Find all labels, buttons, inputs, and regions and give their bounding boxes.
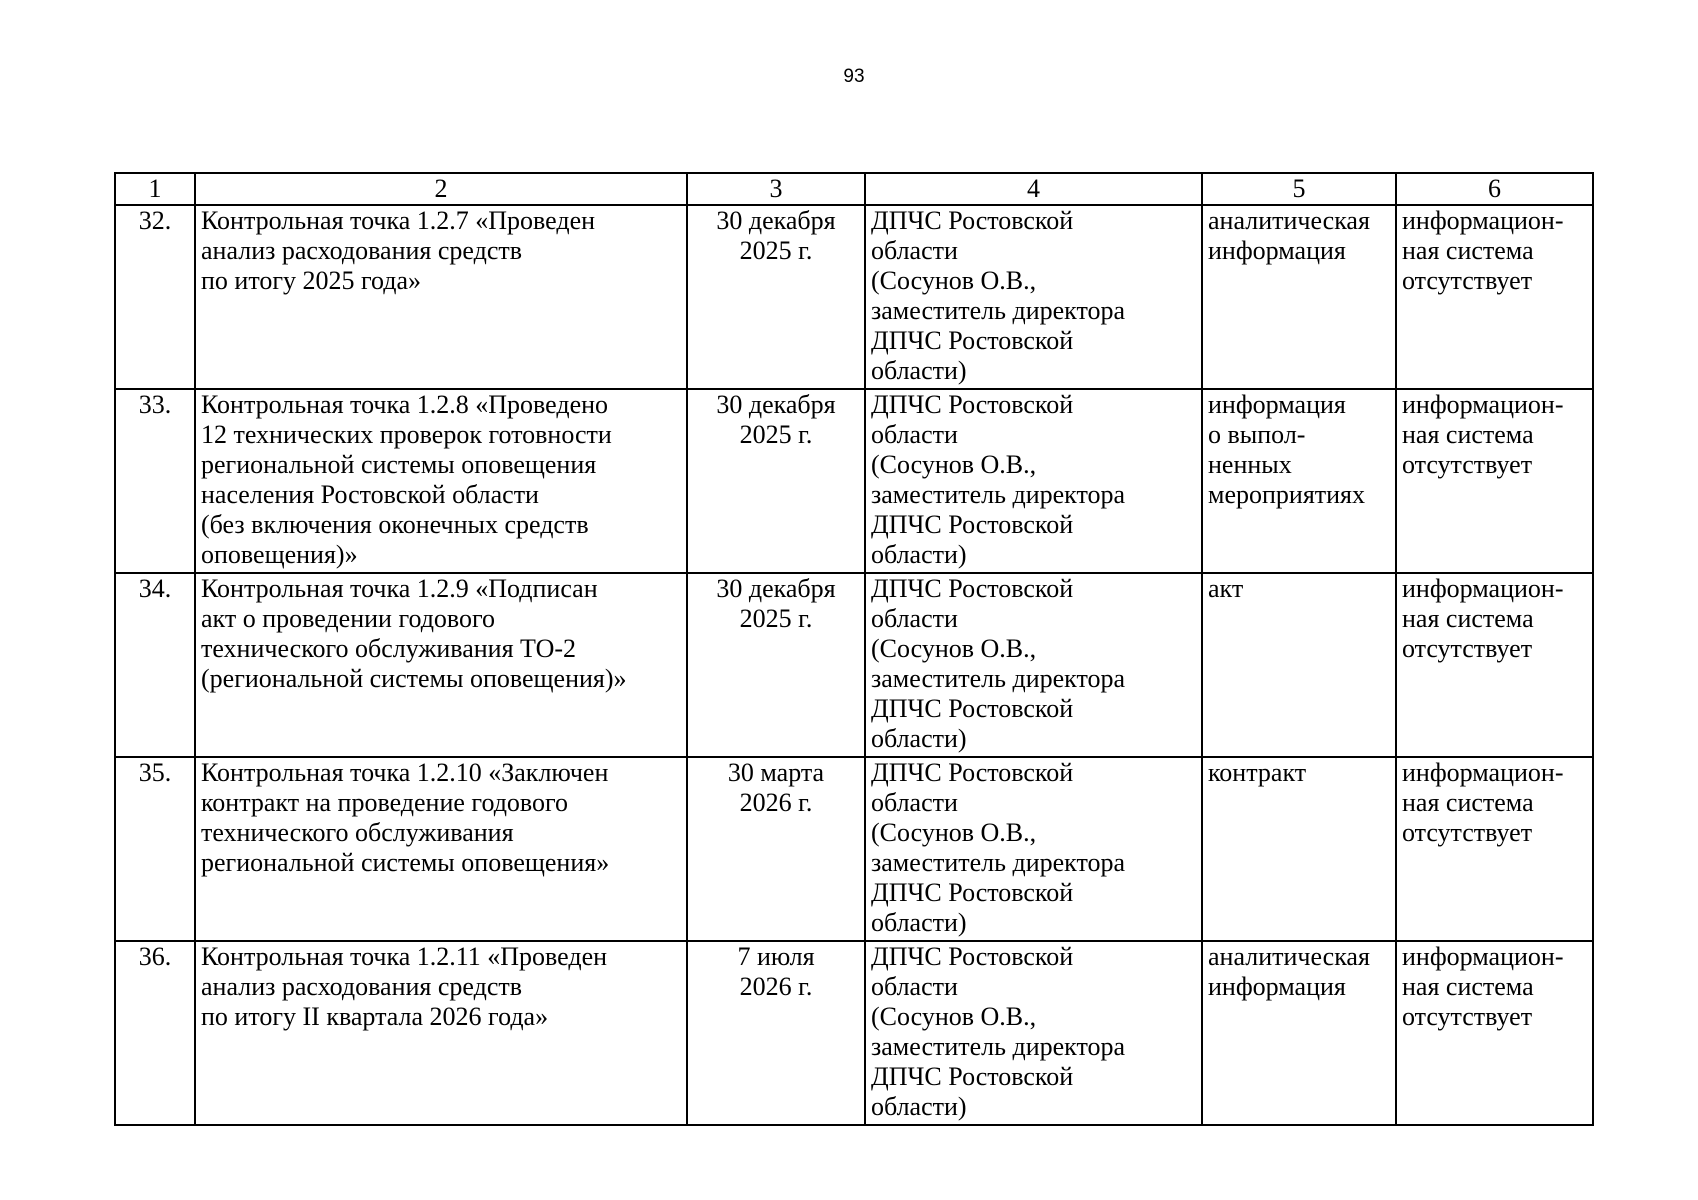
- control-point-text: Контрольная точка 1.2.10 «Заключен контракт на проведение годового технического обслуживания региональной системы оповещения»: [195, 757, 687, 941]
- document-type: акт: [1202, 573, 1396, 757]
- column-header: 4: [865, 173, 1202, 205]
- deadline-date: 30 декабря 2025 г.: [687, 573, 865, 757]
- info-system: информацион- ная система отсутствует: [1396, 205, 1593, 389]
- deadline-date: 7 июля 2026 г.: [687, 941, 865, 1125]
- table-row: [115, 205, 1593, 389]
- document-type: аналитическая информация: [1202, 941, 1396, 1125]
- responsible-party: ДПЧС Ростовской области (Сосунов О.В., заместитель директора ДПЧС Ростовской области): [865, 205, 1202, 389]
- document-type: контракт: [1202, 757, 1396, 941]
- control-point-text: Контрольная точка 1.2.9 «Подписан акт о проведении годового технического обслуживания ТО-2 (региональной системы оповещения)»: [195, 573, 687, 757]
- column-header: 5: [1202, 173, 1396, 205]
- control-point-text: Контрольная точка 1.2.7 «Проведен анализ расходования средств по итогу 2025 года»: [195, 205, 687, 389]
- responsible-party: ДПЧС Ростовской области (Сосунов О.В., заместитель директора ДПЧС Ростовской области): [865, 941, 1202, 1125]
- control-points-table: [114, 172, 1594, 1126]
- info-system: информацион- ная система отсутствует: [1396, 389, 1593, 573]
- column-header: 6: [1396, 173, 1593, 205]
- row-number: 35.: [115, 757, 195, 941]
- document-type: информация о выпол- ненных мероприятиях: [1202, 389, 1396, 573]
- row-number: 36.: [115, 941, 195, 1125]
- column-header: 3: [687, 173, 865, 205]
- info-system: информацион- ная система отсутствует: [1396, 573, 1593, 757]
- row-number: 33.: [115, 389, 195, 573]
- control-point-text: Контрольная точка 1.2.11 «Проведен анализ расходования средств по итогу II квартала 2026 года»: [195, 941, 687, 1125]
- deadline-date: 30 декабря 2025 г.: [687, 389, 865, 573]
- responsible-party: ДПЧС Ростовской области (Сосунов О.В., заместитель директора ДПЧС Ростовской области): [865, 757, 1202, 941]
- info-system: информацион- ная система отсутствует: [1396, 941, 1593, 1125]
- table-row: [115, 389, 1593, 573]
- page-number: 93: [843, 66, 865, 87]
- row-number: 32.: [115, 205, 195, 389]
- column-header: 2: [195, 173, 687, 205]
- table-row: [115, 757, 1593, 941]
- table-row: [115, 573, 1593, 757]
- document-type: аналитическая информация: [1202, 205, 1396, 389]
- table-header-row: [115, 173, 1593, 205]
- info-system: информацион- ная система отсутствует: [1396, 757, 1593, 941]
- responsible-party: ДПЧС Ростовской области (Сосунов О.В., заместитель директора ДПЧС Ростовской области): [865, 389, 1202, 573]
- responsible-party: ДПЧС Ростовской области (Сосунов О.В., заместитель директора ДПЧС Ростовской области): [865, 573, 1202, 757]
- row-number: 34.: [115, 573, 195, 757]
- deadline-date: 30 декабря 2025 г.: [687, 205, 865, 389]
- table-row: [115, 941, 1593, 1125]
- control-point-text: Контрольная точка 1.2.8 «Проведено 12 технических проверок готовности региональной системы оповещения населения Ростовской области (без включения оконечных средств оповещения)»: [195, 389, 687, 573]
- column-header: 1: [115, 173, 195, 205]
- deadline-date: 30 марта 2026 г.: [687, 757, 865, 941]
